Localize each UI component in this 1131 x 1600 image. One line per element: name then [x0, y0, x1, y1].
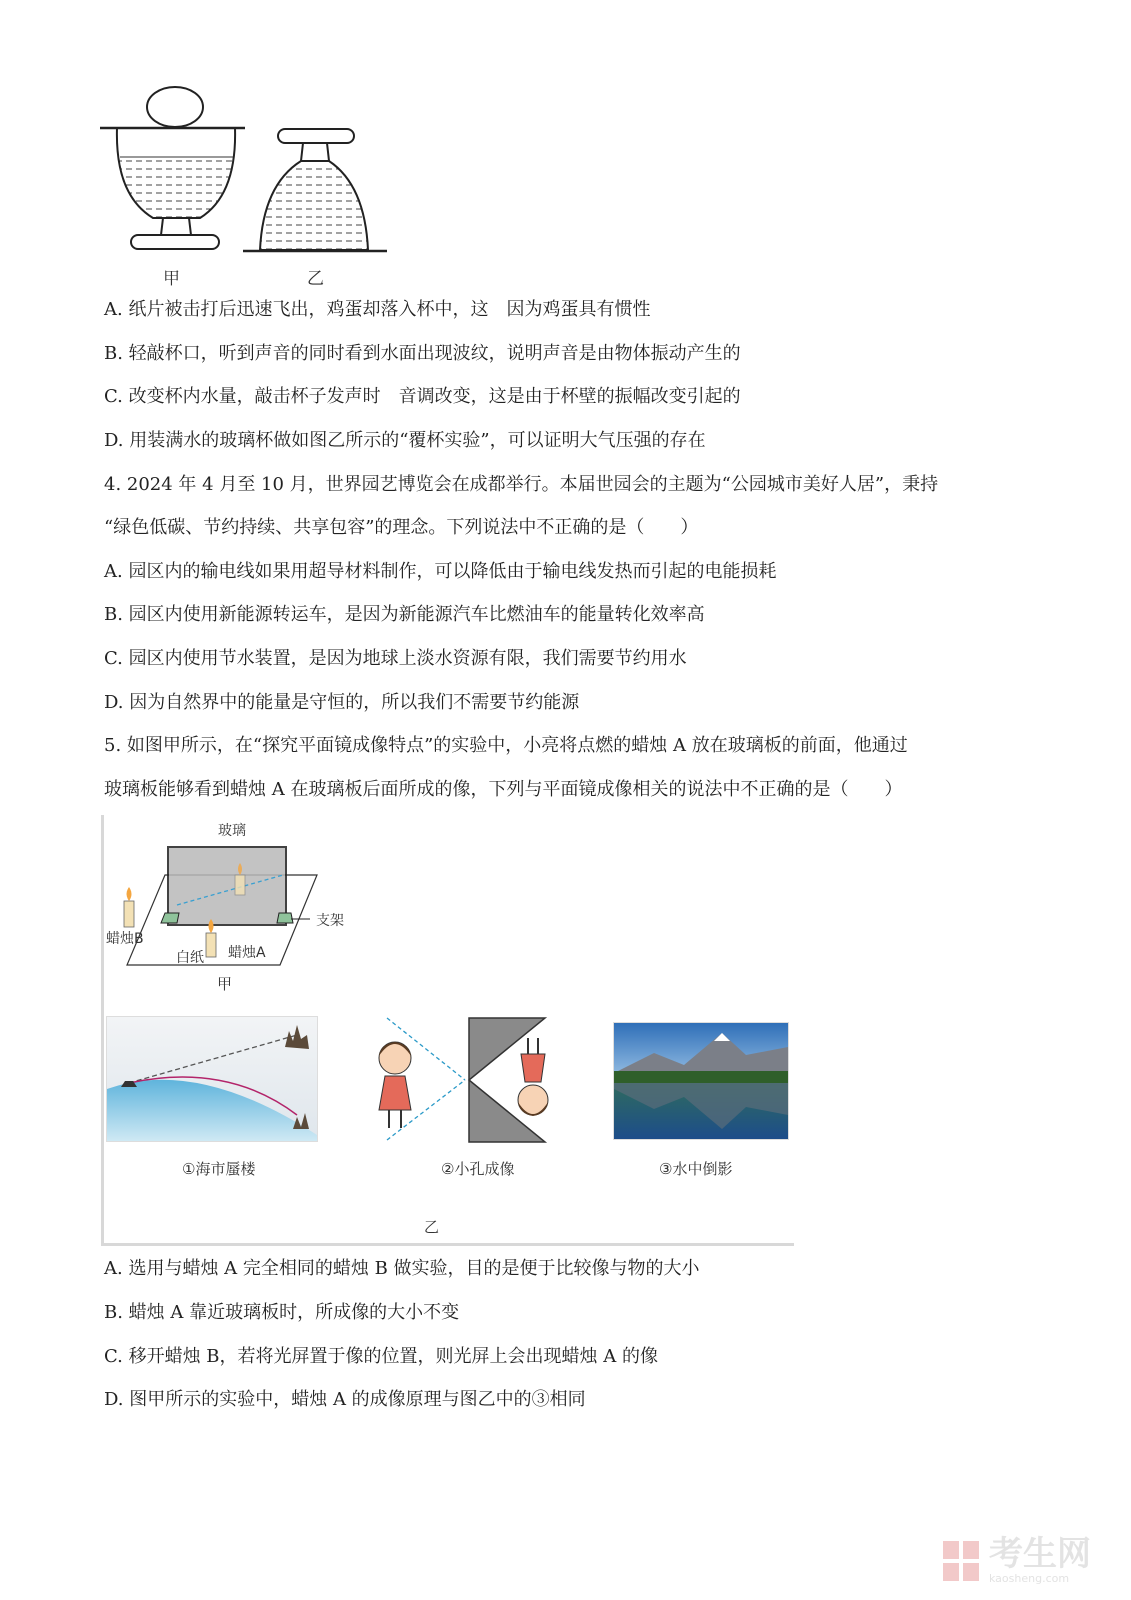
caption-reflection: ③水中倒影: [659, 1160, 733, 1178]
q4-option-b: B. 园区内使用新能源转运车，是因为新能源汽车比燃油车的能量转化效率高: [104, 604, 705, 625]
mirage-image: [106, 1016, 318, 1142]
watermark-url: kaosheng.com: [989, 1572, 1070, 1585]
reflection-image: [613, 1022, 789, 1140]
watermark: [941, 1534, 1091, 1585]
fig-label-yi: 乙: [307, 269, 324, 289]
q3-option-b: B. 轻敲杯口，听到声音的同时看到水面出现波纹，说明声音是由物体振动产生的: [104, 343, 741, 364]
q5-stem-line2: 玻璃板能够看到蜡烛 A 在玻璃板后面所成的像，下列与平面镜成像相关的说法中不正确的是（ ）: [104, 779, 903, 800]
label-candle-b: 蜡烛B: [106, 931, 144, 947]
kaosheng-logo-icon: [941, 1539, 981, 1583]
q3-option-a: A. 纸片被击打后迅速飞出，鸡蛋却落入杯中，这 因为鸡蛋具有惯性: [104, 299, 651, 320]
q4-option-c: C. 园区内使用节水装置，是因为地球上淡水资源有限，我们需要节约用水: [104, 648, 687, 669]
label-candle-a: 蜡烛A: [228, 945, 266, 961]
q3-option-d: D. 用装满水的玻璃杯做如图乙所示的“覆杯实验”，可以证明大气压强的存在: [104, 430, 706, 451]
caption-mirage: ①海市蜃楼: [182, 1160, 256, 1178]
q5-option-a: A. 选用与蜡烛 A 完全相同的蜡烛 B 做实验，目的是便于比较像与物的大小: [104, 1258, 700, 1279]
label-glass: 玻璃: [218, 823, 246, 839]
label-paper: 白纸: [176, 950, 204, 966]
q5-stem-line1: 5. 如图甲所示，在“探究平面镜成像特点”的实验中，小亮将点燃的蜡烛 A 放在玻璃板的前面，他通过: [104, 735, 908, 756]
cup-jia-drawing: [100, 87, 245, 249]
watermark-text: 考生网: [989, 1534, 1091, 1574]
q4-stem-line2: “绿色低碳、节约持续、共享包容”的理念。下列说法中不正确的是（ ）: [104, 517, 699, 538]
cup-yi-drawing: [243, 129, 387, 251]
pinhole-image: [365, 1010, 555, 1145]
q4-option-a: A. 园区内的输电线如果用超导材料制作，可以降低由于输电线发热而引起的电能损耗: [104, 561, 777, 582]
fig-jia-caption: 甲: [217, 975, 233, 993]
fig-label-jia: 甲: [163, 269, 180, 289]
cup-figure: [95, 85, 395, 295]
q4-stem-line1: 4. 2024 年 4 月至 10 月，世界园艺博览会在成都举行。本届世园会的主题为“公园城市美好人居”，秉持: [104, 474, 939, 495]
q4-option-d: D. 因为自然界中的能量是守恒的，所以我们不需要节约能源: [104, 692, 580, 713]
caption-pinhole: ②小孔成像: [441, 1160, 515, 1178]
q5-option-b: B. 蜡烛 A 靠近玻璃板时，所成像的大小不变: [104, 1302, 460, 1323]
q5-option-d: D. 图甲所示的实验中，蜡烛 A 的成像原理与图乙中的③相同: [104, 1389, 586, 1410]
q3-option-c: C. 改变杯内水量，敲击杯子发声时 音调改变，这是由于杯壁的振幅改变引起的: [104, 386, 741, 407]
fig-yi-caption: 乙: [424, 1218, 440, 1236]
label-stand: 支架: [316, 913, 344, 929]
q5-option-c: C. 移开蜡烛 B，若将光屏置于像的位置，则光屏上会出现蜡烛 A 的像: [104, 1346, 658, 1367]
